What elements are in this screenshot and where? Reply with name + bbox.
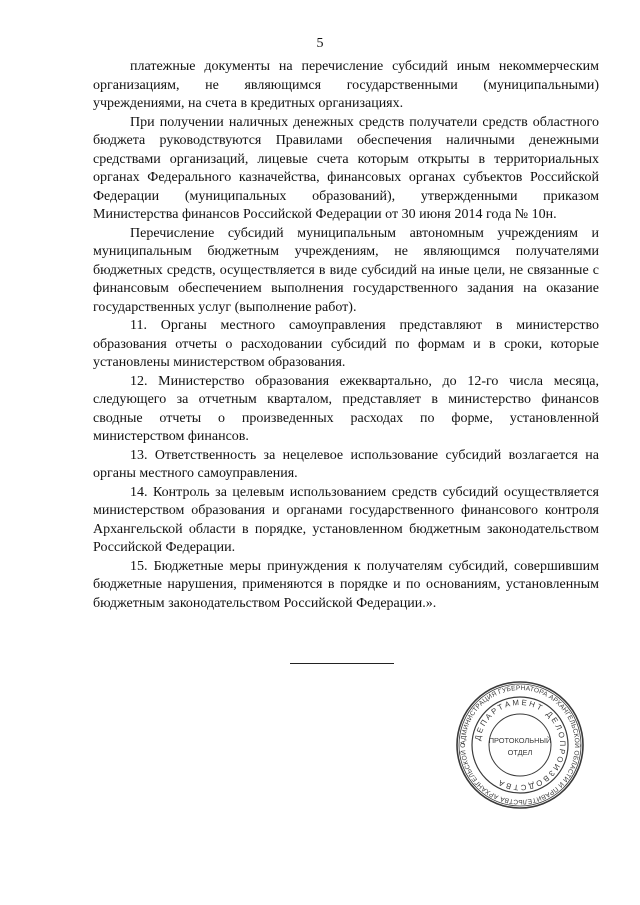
office-stamp [455, 680, 585, 810]
closing-divider [290, 663, 394, 664]
document-body [93, 58, 599, 613]
paragraph-1: платежные документы на перечисление субсидий иным некоммерческим организациям, не являющимся государственными (муниципальными) учреждениями, на счета в кредитных организациях. [93, 59, 599, 111]
stamp-outer-text: АДМИНИСТРАЦИЯ ГУБЕРНАТОРА АРХАНГЕЛЬСКОЙ ОБЛАСТИ И ПРАВИТЕЛЬСТВА АРХАНГЕЛЬСКОЙ О [459, 684, 581, 806]
page-number: 5 [316, 36, 324, 51]
paragraph-item-12: 12. Министерство образования ежеквартально, до 12-го числа месяца, следующего за отчетным кварталом, представляет в министерство финансов сводные отчеты о произведенных расходах по форме, установленной министерством финансов. [93, 373, 599, 444]
paragraph-item-13: 13. Ответственность за нецелевое использование субсидий возлагается на органы местного самоуправления. [93, 447, 599, 481]
stamp-center-line2: ОТДЕЛ [507, 748, 533, 757]
stamp-inner-text: ДЕПАРТАМЕНТ ДЕЛОПРОИЗВОДСТВА [473, 697, 568, 793]
paragraph-item-15: 15. Бюджетные меры принуждения к получателям субсидий, совершившим бюджетные нарушения, применяются в порядке и по основаниям, установленным бюджетным законодательством Российской Федерации.». [93, 558, 599, 611]
paragraph-item-14: 14. Контроль за целевым использованием средств субсидий осуществляется министерством образования и органами государственного финансового контроля Архангельской области в порядке, установленном бюджетным законодательством Российской Федерации. [93, 484, 599, 555]
paragraph-3: Перечисление субсидий муниципальным автономным учреждениям и муниципальным бюджетным учреждениям, не являющимся получателями бюджетных средств, осуществляется в виде субсидий на иные цели, не связанные с финансовым обеспечением выполнения государственного задания на оказание государственных услуг (выполнение работ). [93, 225, 599, 315]
paragraph-item-11: 11. Органы местного самоуправления представляют в министерство образования отчеты о расходовании субсидий по формам и в сроки, которые установлены министерством образования. [93, 318, 599, 370]
paragraph-2: При получении наличных денежных средств получатели средств областного бюджета руководствуются Правилами обеспечения наличными денежными средствами организаций, лицевые счета которым открыты в территориальных органах Федерального казначейства, финансовых органах субъектов Российской Федерации (муниципальных образований), утвержденными приказом Министерства финансов Российской Федерации от 30 июня 2014 года № 10н. [93, 114, 599, 222]
stamp-center-line1: ПРОТОКОЛЬНЫЙ [488, 736, 552, 745]
stamp-seal-icon [455, 680, 585, 810]
